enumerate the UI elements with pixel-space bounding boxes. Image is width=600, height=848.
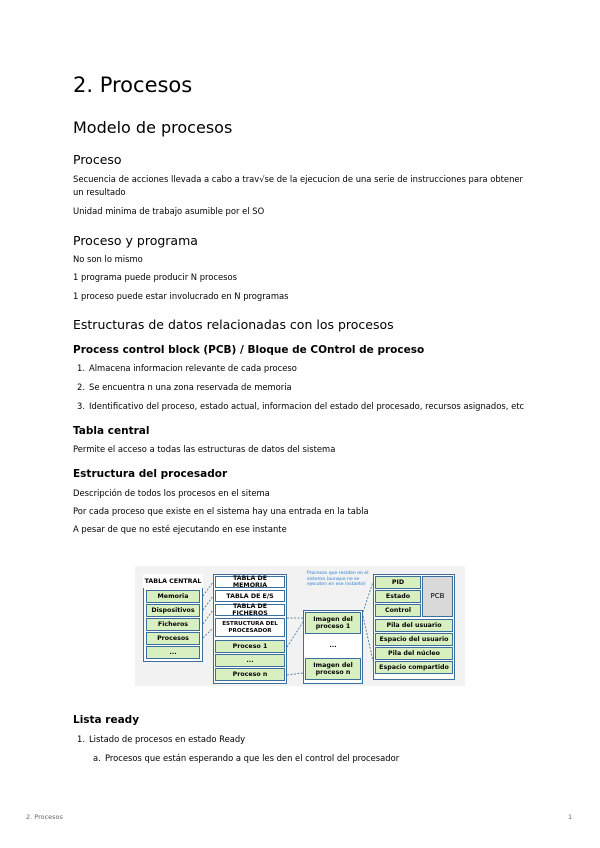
- list-text: Se encuentra n una zona reservada de memoria: [89, 382, 292, 392]
- imagen-proceso-n-box: Imagen del proceso n: [305, 658, 361, 680]
- list-number: 1.: [77, 734, 85, 744]
- section-title: Modelo de procesos: [73, 118, 233, 137]
- pid-box: PID: [375, 576, 421, 589]
- tabla-ficheros-box: TABLA DE FICHEROS: [215, 604, 285, 616]
- pcb-box: PCB: [422, 576, 453, 617]
- list-letter: a.: [93, 753, 101, 763]
- procesos-note: Procesos que residen en el sistema (aunque no se ejecuten en ese instante): [307, 571, 369, 587]
- estado-box: Estado: [375, 590, 421, 603]
- heading-estructuras: Estructuras de datos relacionadas con los procesos: [73, 317, 394, 332]
- paragraph-tabla-central: Permite el acceso a todas las estructuras de datos del sistema: [73, 444, 336, 454]
- control-box: Control: [375, 604, 421, 617]
- ficheros-box: Ficheros: [146, 618, 200, 631]
- tabla-central-header: TABLA CENTRAL: [143, 574, 203, 588]
- paragraph-a-pesar: A pesar de que no esté ejecutando en ese instante: [73, 524, 287, 534]
- proceso-n-box: Proceso n: [215, 668, 285, 681]
- memoria-box: Memoria: [146, 590, 200, 603]
- proceso-definition: Secuencia de acciones llevada a cabo a trav√se de la ejecucion de una serie de instrucciones para obtener un resultado: [73, 174, 523, 197]
- list-subitem: [93, 752, 399, 765]
- heading-lista-ready: Lista ready: [73, 714, 140, 726]
- heading-pcb: Process control block (PCB) / Bloque de COntrol de proceso: [73, 344, 425, 356]
- estructura-procesador-box: ESTRUCTURA DEL PROCESADOR: [215, 618, 285, 637]
- dispositivos-box: Dispositivos: [146, 604, 200, 617]
- list-text: Identificativo del proceso, estado actual, informacion del estado del procesado, recursos asignados, etc: [89, 401, 525, 411]
- tabla-memoria-box: TABLA DE MEMORIA: [215, 576, 285, 588]
- procesos-box: Procesos: [146, 632, 200, 645]
- list-item: [77, 362, 297, 375]
- list-item: [77, 400, 524, 413]
- paragraph-entrada: Por cada proceso que existe en el sistema hay una entrada en la tabla: [73, 506, 369, 516]
- ellipsis-box: ...: [146, 646, 200, 659]
- proceso-unidad: Unidad minima de trabajo asumible por el SO: [73, 206, 265, 216]
- list-text: Almacena informacion relevante de cada proceso: [89, 363, 297, 373]
- list-text: Listado de procesos en estado Ready: [89, 734, 246, 744]
- list-item: [77, 733, 245, 746]
- tabla-es-box: TABLA DE E/S: [215, 590, 285, 602]
- imagen-proceso-1-box: Imagen del proceso 1: [305, 612, 361, 634]
- page-title: 2. Procesos: [73, 73, 193, 97]
- heading-proceso-programa: Proceso y programa: [73, 233, 198, 248]
- list-number: 1.: [77, 363, 85, 373]
- proceso-ellipsis-box: ...: [215, 654, 285, 667]
- paragraph-proceso-programas: 1 proceso puede estar involucrado en N programas: [73, 291, 289, 301]
- espacio-compartido-box: Espacio compartido: [375, 661, 453, 674]
- pila-usuario-box: Pila del usuario: [375, 619, 453, 632]
- heading-estructura-procesador: Estructura del procesador: [73, 468, 228, 480]
- paragraph-descripcion: Descripción de todos los procesos en el sitema: [73, 488, 270, 498]
- proceso-1-box: Proceso 1: [215, 640, 285, 653]
- pila-nucleo-box: Pila del núcleo: [375, 647, 453, 660]
- imagen-ellipsis-box: ...: [305, 635, 361, 655]
- paragraph-no-son: No son lo mismo: [73, 254, 143, 264]
- list-number: 3.: [77, 401, 85, 411]
- list-text: Procesos que están esperando a que les den el control del procesador: [105, 753, 400, 763]
- footer-title: 2. Procesos: [26, 813, 63, 821]
- page-number: 1: [568, 813, 573, 821]
- list-number: 2.: [77, 382, 85, 392]
- process-structure-diagram: [135, 566, 465, 686]
- heading-tabla-central: Tabla central: [73, 425, 150, 437]
- heading-proceso: Proceso: [73, 152, 122, 167]
- espacio-usuario-box: Espacio del usuario: [375, 633, 453, 646]
- list-item: [77, 381, 292, 394]
- paragraph-programa-procesos: 1 programa puede producir N procesos: [73, 272, 238, 282]
